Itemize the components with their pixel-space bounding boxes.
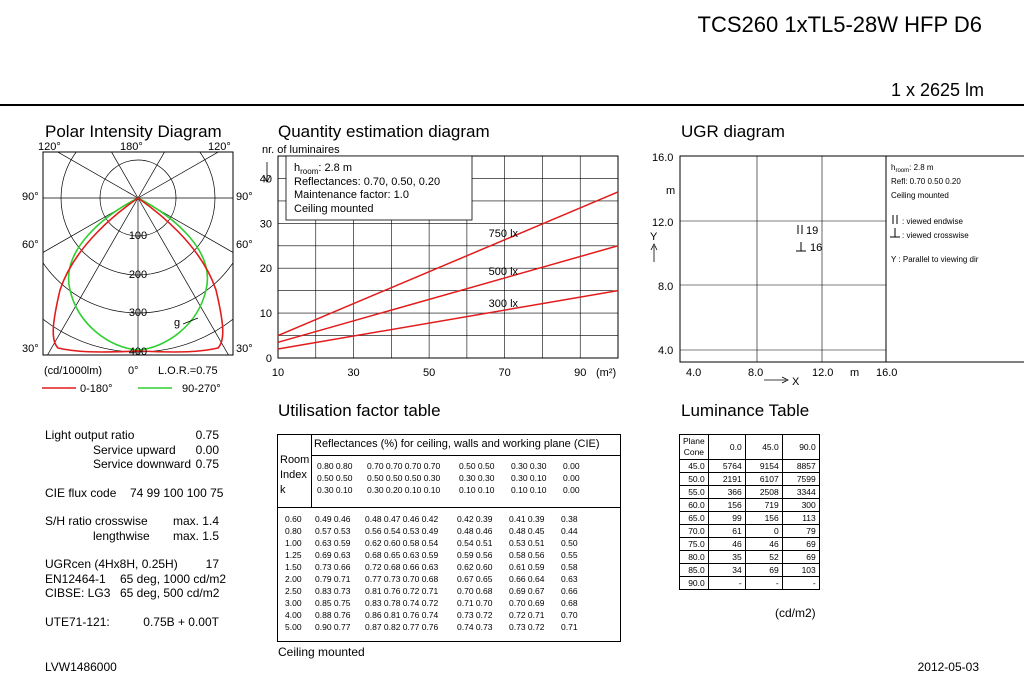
uf-refl-cell: 0.30 0.30 [511,461,547,471]
lum-value: 6107 [745,473,782,486]
uf-room-index: 2.50 [285,586,302,596]
lum-value: 113 [782,512,819,525]
uf-value: 0.77 0.73 0.70 0.68 [365,574,439,584]
uf-value: 0.58 0.56 [509,550,545,560]
quantity-chart [258,140,628,380]
angle-30-left: 30° [22,343,39,355]
uf-value: 0.57 0.53 [315,526,351,536]
luminance-unit: (cd/m2) [775,606,816,620]
uf-value: 0.48 0.47 0.46 0.42 [365,514,439,524]
ugr-side-refl: Refl: 0.70 0.50 0.20 [891,177,961,186]
lum-value: 46 [708,538,745,551]
note-reflectances: Reflectances: 0.70, 0.50, 0.20 [294,176,441,188]
uf-room-index: 3.00 [285,598,302,608]
lum-value: 79 [782,525,819,538]
lum-value: 2191 [708,473,745,486]
lum-value: 5764 [708,460,745,473]
lum-value: 9154 [745,460,782,473]
lor-value: L.O.R.=0.75 [158,365,218,377]
lum-row [680,499,820,512]
quantity-ytick: 20 [259,263,272,276]
uf-value: 0.74 0.73 [457,622,493,632]
lum-angle: 90.0 [680,577,709,590]
uf-value: 0.54 0.51 [457,538,493,548]
uf-refl-cell: 0.10 0.10 [511,485,547,495]
uf-table [277,434,621,642]
legend-90-270: 90-270° [182,383,221,395]
lum-angle: 80.0 [680,551,709,564]
lum-value: 99 [708,512,745,525]
uf-value: 0.90 0.77 [315,622,351,632]
lum-value: 0 [745,525,782,538]
uf-room-index: 1.50 [285,562,302,572]
lum-angle: 60.0 [680,499,709,512]
uf-row [282,561,594,573]
lum-value: 366 [708,486,745,499]
quantity-ylabel: nr. of luminaires [262,144,340,156]
lum-head-0: 0.0 [708,435,745,460]
ugr-ytick-12: 12.0 [652,217,674,229]
series-label: 750 lx [488,227,519,240]
uf-value: 0.62 0.60 0.58 0.54 [365,538,439,548]
uf-refl-row [314,484,596,496]
uf-refl-cell: 0.00 [563,485,580,495]
lum-row [680,460,820,473]
quantity-ytick: 0 [265,353,272,365]
uf-refl-row [314,472,596,484]
angle-60-left: 60° [22,239,39,251]
lum-angle: 45.0 [680,460,709,473]
uf-value: 0.68 0.65 0.63 0.59 [365,550,439,560]
lum-value: 7599 [782,473,819,486]
lum-value: 3344 [782,486,819,499]
lum-value: 34 [708,564,745,577]
quantity-xtick: 50 [422,367,436,379]
uf-row [282,585,594,597]
ugr-xtick-4: 4.0 [686,367,702,379]
lum-value: 69 [782,538,819,551]
ugr-diagram [640,140,1024,390]
lum-row [680,577,820,590]
uf-value: 0.63 0.59 [315,538,351,548]
uf-value: 0.53 0.51 [509,538,545,548]
lum-value: 8857 [782,460,819,473]
uf-data [282,513,594,633]
ugr-xtick-8: 8.0 [748,367,764,379]
uf-room-index: 0.60 [285,514,302,524]
uf-refl-cell: 0.50 0.50 0.50 0.30 [367,473,441,483]
quantity-xtick: 30 [347,367,360,379]
lum-row [680,564,820,577]
series-label: 500 lx [488,265,519,278]
uf-value: 0.86 0.81 0.76 0.74 [365,610,439,620]
lum-head-plane-cone: Plane Cone [680,435,709,460]
uf-row [282,573,594,585]
uf-value: 0.71 [561,622,578,632]
uf-value: 0.66 0.64 [509,574,545,584]
uf-room-index: 1.00 [285,538,302,548]
ugr-y-label: Y [650,231,658,243]
lum-value: 719 [745,499,782,512]
uf-row [282,609,594,621]
angle-30-right: 30° [236,343,253,355]
uf-value: 0.83 0.78 0.74 0.72 [365,598,439,608]
angle-120-right: 120° [208,141,231,153]
uf-refl-cell: 0.00 [563,473,580,483]
ring-label-200: 200 [128,269,148,281]
uf-row [282,597,594,609]
ring-label-300: 300 [128,307,148,319]
lum-value: 61 [708,525,745,538]
lum-row [680,512,820,525]
legend-0-180: 0-180° [80,383,113,395]
polar-diagram [20,140,260,400]
uf-footer: Ceiling mounted [278,645,365,659]
lum-angle: 65.0 [680,512,709,525]
ugr-ytick-16: 16.0 [652,152,674,164]
series-label: 300 lx [488,298,519,311]
uf-value: 0.81 0.76 0.72 0.71 [365,586,439,596]
lum-angle: 85.0 [680,564,709,577]
lum-head-45: 45.0 [745,435,782,460]
uf-room-index: 4.00 [285,610,302,620]
ugr-xtick-12: 12.0 [812,367,834,379]
uf-value: 0.61 0.59 [509,562,545,572]
uf-value: 0.63 [561,574,578,584]
lum-head-90: 90.0 [782,435,819,460]
uf-value: 0.66 [561,586,578,596]
uf-refl-cell: 0.30 0.20 0.10 0.10 [367,485,441,495]
note-hroom: $h_{room}$: 2.8 m [294,162,352,176]
uf-value: 0.41 0.39 [509,514,545,524]
ugr-x-label: X [792,376,800,388]
uf-value: 0.73 0.72 [457,610,493,620]
lum-value: 156 [708,499,745,512]
lum-angle: 55.0 [680,486,709,499]
lumen-output: 1 x 2625 lm [890,80,984,100]
lum-value: 103 [782,564,819,577]
uf-refl-cell: 0.80 0.80 [317,461,353,471]
lum-value: - [782,577,819,590]
luminance-table [679,434,820,590]
lum-value: 52 [745,551,782,564]
uf-value: 0.69 0.67 [509,586,545,596]
uf-value: 0.85 0.75 [315,598,351,608]
ugr-side-ydesc: Y : Parallel to viewing dir [891,255,979,264]
uf-value: 0.44 [561,526,578,536]
angle-120-left: 120° [38,141,61,153]
polar-unit: (cd/1000lm) [44,365,103,377]
ring-label-400: 400 [128,346,148,358]
quantity-ytick: 30 [259,218,272,231]
uf-value: 0.70 [561,610,578,620]
ugr-ym-label: m [666,185,676,197]
uf-value: 0.88 0.76 [315,610,351,620]
series-line [278,291,618,349]
quantity-ytick: 10 [259,308,272,321]
quantity-xtick: 10 [271,367,285,379]
quantity-title: Quantity estimation diagram [278,122,490,141]
ugr-value-crosswise: 16 [810,242,823,254]
uf-value: 0.50 [561,538,578,548]
uf-head: Reflectances (%) for ceiling, walls and working plane (CIE) [311,435,620,456]
lum-value: 300 [782,499,819,512]
ugr-side-mount: Ceiling mounted [891,191,949,200]
uf-value: 0.72 0.68 0.66 0.63 [365,562,439,572]
uf-value: 0.72 0.71 [509,610,545,620]
ugr-ytick-8: 8.0 [658,281,674,293]
photometric-info: Light output ratio 0.75 Service upward 0.00 Service downward 0.75 CIE flux code 74 99 100 100 75 S/H ratio crosswise max. 1.4 lengthwise max. 1.5 UGRcen (4Hx8H, 0.25H) 17 EN12464-1 65 deg, 1000 cd/m2 CIBSE: LG3 65 deg, 500 cd/m2 UTE71-121: 0.75B + 0.00T [45,428,227,629]
angle-0: 0° [128,365,139,377]
uf-value: 0.38 [561,514,578,524]
luminaire-title: TCS260 1xTL5-28W HFP D6 [697,12,982,37]
lum-angle: 70.0 [680,525,709,538]
lum-value: 35 [708,551,745,564]
uf-value: 0.49 0.46 [315,514,351,524]
angle-180: 180° [120,141,143,153]
uf-refl-cell: 0.30 0.10 [511,473,547,483]
lum-value: - [745,577,782,590]
uf-value: 0.59 0.56 [457,550,493,560]
uf-room-index-label: Room Index k [280,454,310,496]
gamma-label: g [174,317,181,329]
header-rule [0,104,1024,106]
uf-value: 0.71 0.70 [457,598,493,608]
ugr-xtick-16: 16.0 [876,367,898,379]
uf-row [282,525,594,537]
uf-value: 0.87 0.82 0.77 0.76 [365,622,439,632]
uf-refl-cell: 0.00 [563,461,580,471]
uf-row [282,549,594,561]
uf-value: 0.42 0.39 [457,514,493,524]
document-date: 2012-05-03 [917,660,979,674]
polar-title: Polar Intensity Diagram [45,122,222,141]
angle-90-left: 90° [22,191,39,203]
uf-value: 0.58 [561,562,578,572]
gamma-arrow [183,318,198,324]
lum-value: 69 [745,564,782,577]
lum-angle: 75.0 [680,538,709,551]
uf-value: 0.73 0.72 [509,622,545,632]
quantity-ytick: 40 [259,173,272,186]
crosswise-marker [796,242,806,251]
lum-value: 156 [745,512,782,525]
uf-room-index: 5.00 [285,622,302,632]
ring-label-100: 100 [128,230,148,242]
uf-value: 0.70 0.68 [457,586,493,596]
quantity-xtick: 90 [574,367,587,379]
uf-value: 0.83 0.73 [315,586,351,596]
uf-refl-cell: 0.50 0.50 [459,461,495,471]
uf-row [282,513,594,525]
ugr-xm-label: m [850,367,860,379]
uf-value: 0.55 [561,550,578,560]
uf-room-index: 2.00 [285,574,302,584]
lum-row [680,473,820,486]
uf-value: 0.48 0.46 [457,526,493,536]
uf-value: 0.56 0.54 0.53 0.49 [365,526,439,536]
angle-90-right: 90° [236,191,253,203]
note-mounting: Ceiling mounted [294,203,374,215]
lum-row [680,538,820,551]
series-line [278,246,618,343]
uf-value: 0.62 0.60 [457,562,493,572]
uf-room-index: 1.25 [285,550,302,560]
uf-value: 0.73 0.66 [315,562,351,572]
lum-value: 46 [745,538,782,551]
uf-row [282,621,594,633]
ugr-side-crosswise: : viewed crosswise [902,231,969,240]
ugr-side-hroom: $h_{room}$: 2.8 m [891,163,934,174]
uf-refl-cell: 0.10 0.10 [459,485,495,495]
lum-value: - [708,577,745,590]
uf-value: 0.70 0.69 [509,598,545,608]
document-code: LVW1486000 [45,660,117,674]
lum-value: 69 [782,551,819,564]
uf-value: 0.67 0.65 [457,574,493,584]
quantity-xunit: (m²) [596,367,617,379]
ugr-title: UGR diagram [681,122,785,141]
lum-row [680,551,820,564]
lum-angle: 50.0 [680,473,709,486]
luminance-title: Luminance Table [681,401,810,420]
uf-title: Utilisation factor table [278,401,441,420]
uf-value: 0.79 0.71 [315,574,351,584]
endwise-marker [798,225,802,234]
lum-row [680,486,820,499]
uf-value: 0.48 0.45 [509,526,545,536]
uf-refl-row [314,460,596,472]
ugr-side-endwise: : viewed endwise [902,217,963,226]
uf-room-index: 0.80 [285,526,302,536]
uf-row [282,537,594,549]
quantity-xtick: 70 [498,367,511,379]
note-maintenance: Maintenance factor: 1.0 [294,189,409,201]
ugr-ytick-4: 4.0 [658,345,674,357]
uf-refl-cell: 0.30 0.10 [317,485,353,495]
uf-value: 0.69 0.63 [315,550,351,560]
lum-value: 2508 [745,486,782,499]
uf-value: 0.68 [561,598,578,608]
ugr-value-endwise: 19 [806,225,819,237]
uf-refl-cell: 0.30 0.30 [459,473,495,483]
angle-60-right: 60° [236,239,253,251]
uf-refl-cell: 0.50 0.50 [317,473,353,483]
uf-refl-cell: 0.70 0.70 0.70 0.70 [367,461,441,471]
lum-row [680,525,820,538]
uf-reflectance-header [314,460,596,496]
